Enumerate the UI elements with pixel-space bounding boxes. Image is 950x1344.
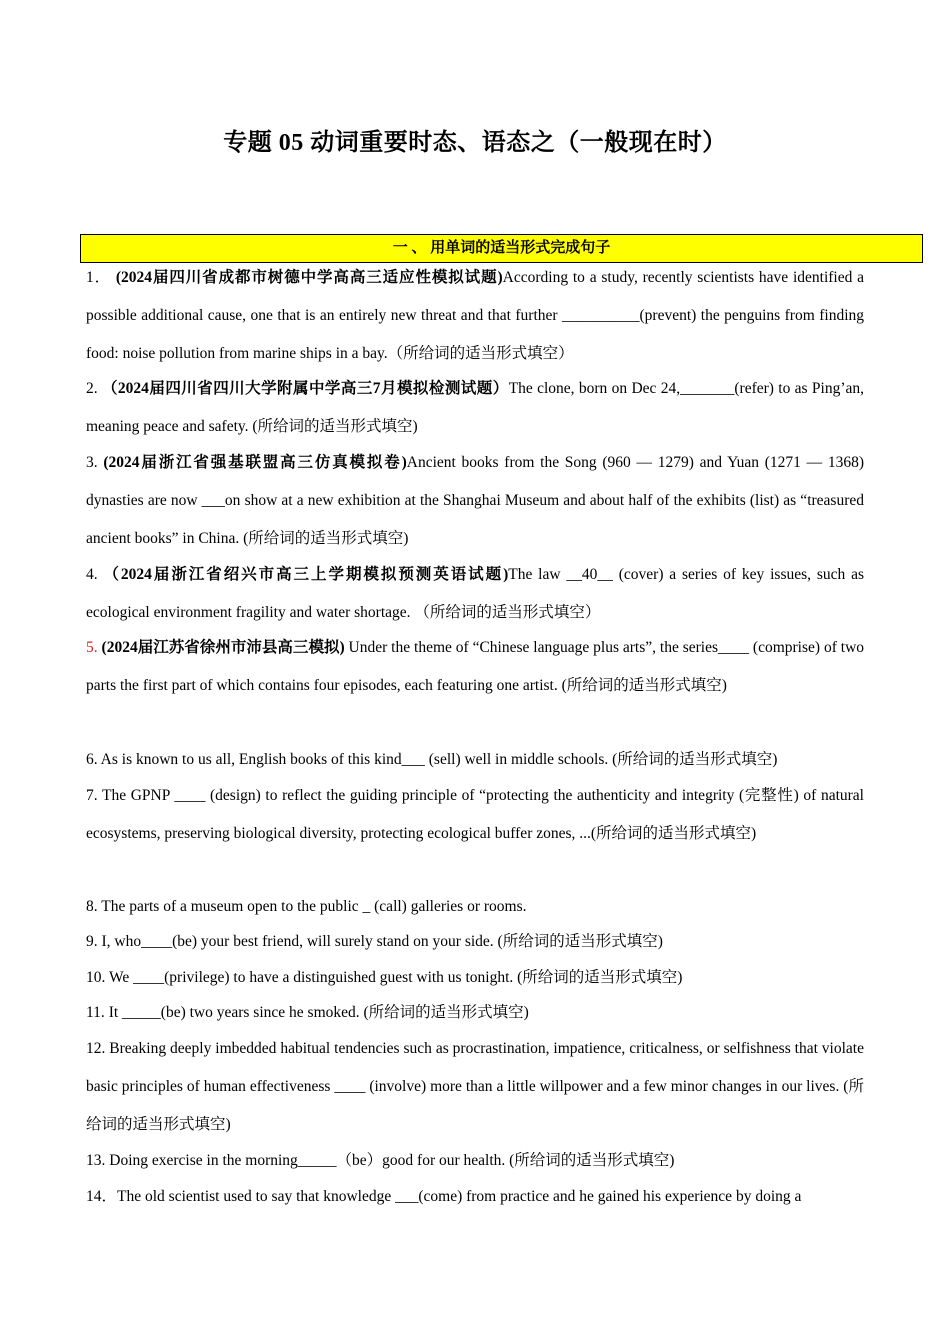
question-7: 7. The GPNP ____ (design) to reflect the guiding principle of “protecting the authenticity and integrity (完整性) of natural ecosystems, preserving biological diversity, protecting ecological buffer zones, ...(所给词的适当形式填空)	[86, 787, 864, 842]
question-4: 4. （2024届浙江省绍兴市高三上学期模拟预测英语试题)The law __40__ (cover) a series of key issues, such as ecological environment fragility and water shortage. （所给词的适当形式填空）	[86, 566, 865, 621]
question-source: (2024届浙江省强基联盟高三仿真模拟卷)	[103, 454, 407, 471]
question-source: （2024届浙江省绍兴市高三上学期模拟预测英语试题)	[103, 566, 509, 583]
question-2: 2. （2024届四川省四川大学附属中学高三7月模拟检测试题）The clone, born on Dec 24,_______(refer) to as Ping’an, meaning peace and safety. (所给词的适当形式填空)	[86, 380, 865, 435]
question-5: 5. (2024届江苏省徐州市沛县高三模拟) Under the theme of “Chinese language plus arts”, the series____ (comprise) of two parts the first part of which contains four episodes, each featuring one artist. (所给词的适当形式填空)	[86, 639, 865, 694]
page-title: 专题 05 动词重要时态、语态之（一般现在时）	[223, 130, 727, 156]
question-3: 3. (2024届浙江省强基联盟高三仿真模拟卷)Ancient books from the Song (960 — 1279) and Yuan (1271 — 1368) dynasties are now ___on show at a new exhibition at the Shanghai Museum and about half of the exhibits (list) as “treasured ancient books” in China. (所给词的适当形式填空)	[86, 454, 865, 547]
question-13: 13. Doing exercise in the morning_____（be）good for our health. (所给词的适当形式填空)	[86, 1152, 675, 1169]
question-14: 14．The old scientist used to say that knowledge ___(come) from practice and he gained his experience by doing a	[86, 1188, 802, 1205]
question-number: 5.	[86, 639, 98, 656]
question-8: 8. The parts of a museum open to the public _ (call) galleries or rooms.	[86, 898, 527, 915]
section-header: 一 、 用单词的适当形式完成句子	[80, 234, 923, 263]
question-12: 12. Breaking deeply imbedded habitual tendencies such as procrastination, impatience, criticalness, or selfishness that violate basic principles of human effectiveness ____ (involve) more than a little willpower and a few minor changes in our lives. (所给词的适当形式填空)	[86, 1040, 864, 1133]
question-9: 9. I, who____(be) your best friend, will surely stand on your side. (所给词的适当形式填空)	[86, 933, 663, 950]
question-source: （2024届四川省四川大学附属中学高三7月模拟检测试题）	[101, 380, 509, 397]
question-source: (2024届四川省成都市树德中学高高三适应性模拟试题)	[115, 269, 503, 286]
question-1: 1． (2024届四川省成都市树德中学高高三适应性模拟试题)According to a study, recently scientists have identified a possible additional cause, one that is an entirely new threat and that further __________(prevent) the penguins from finding food: noise pollution from marine ships in a bay.（所给词的适当形式填空）	[86, 269, 865, 362]
question-11: 11. It _____(be) two years since he smoked. (所给词的适当形式填空)	[86, 1004, 529, 1021]
question-source: (2024届江苏省徐州市沛县高三模拟)	[101, 639, 345, 656]
question-6: 6. As is known to us all, English books of this kind___ (sell) well in middle schools. (所给词的适当形式填空)	[86, 751, 778, 768]
question-10: 10. We ____(privilege) to have a distinguished guest with us tonight. (所给词的适当形式填空)	[86, 969, 683, 986]
